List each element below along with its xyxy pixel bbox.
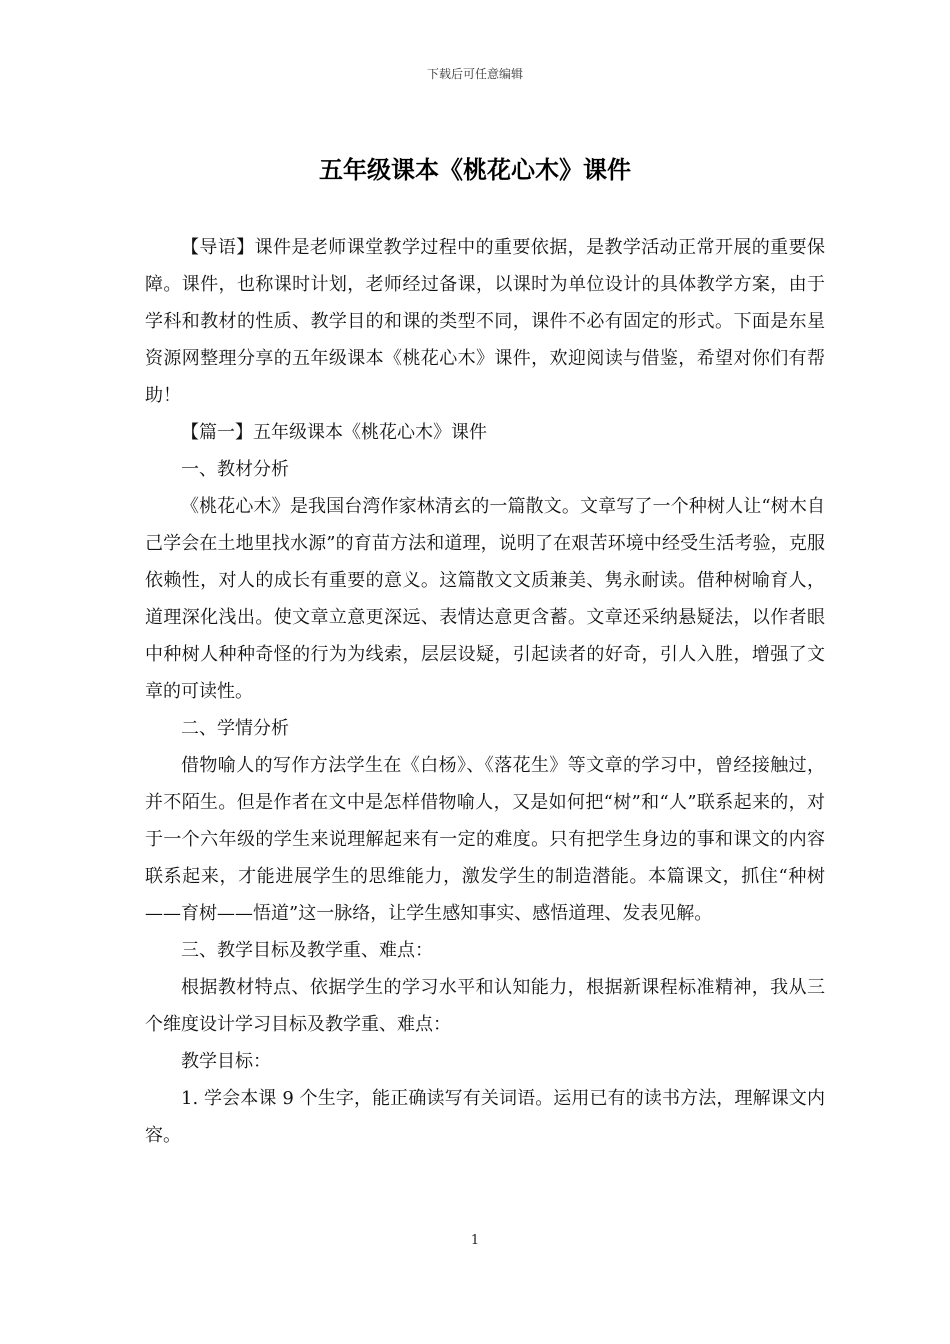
- heading-teaching-goals: 三、教学目标及教学重、难点：: [181, 940, 433, 961]
- paragraph-teaching-goals: 根据教材特点、依据学生的学习水平和认知能力，根据新课程标准精神，我从三个维度设计学习目标及教学重、难点：: [145, 977, 825, 1035]
- page-number: 1: [470, 1233, 480, 1248]
- section-heading-part-one: 【篇一】五年级课本《桃花心木》课件: [181, 422, 487, 443]
- paragraph-student-analysis: 借物喻人的写作方法学生在《白杨》、《落花生》等文章的学习中，曾经接触过，并不陌生。但是作者在文中是怎样借物喻人，又是如何把“树”和“人”联系起来的，对于一个六年级的学生来说理解起来有一定的难度。只有把学生身边的事和课文的内容联系起来，才能进展学生的思维能力，激发学生的制造潜能。本篇课文，抓住“种树——育树——悟道”这一脉络，让学生感知事实、感悟道理、发表见解。: [145, 755, 825, 924]
- document-title: 五年级课本《桃花心木》课件: [319, 156, 631, 184]
- document-body: [145, 229, 825, 1154]
- paragraph-textbook-analysis: 《桃花心木》是我国台湾作家林清玄的一篇散文。文章写了一个种树人让“树木自己学会在土地里找水源”的育苗方法和道理，说明了在艰苦环境中经受生活考验，克服依赖性，对人的成长有重要的意义。这篇散文文质兼美、隽永耐读。借种树喻育人，道理深化浅出。使文章立意更深远、表情达意更含蓄。文章还采纳悬疑法，以作者眼中种树人种种奇怪的行为为线索，层层设疑，引起读者的好奇，引人入胜，增强了文章的可读性。: [145, 496, 825, 702]
- objective-item-1: 1. 学会本课 9 个生字，能正确读写有关词语。运用已有的读书方法，理解课文内容。: [145, 1088, 825, 1146]
- heading-textbook-analysis: 一、教材分析: [181, 459, 289, 480]
- intro-paragraph: 【导语】课件是老师课堂教学过程中的重要依据，是教学活动正常开展的重要保障。课件，也称课时计划，老师经过备课，以课时为单位设计的具体教学方案，由于学科和教材的性质、教学目的和课的类型不同，课件不必有固定的形式。下面是东星资源网整理分享的五年级课本《桃花心木》课件，欢迎阅读与借鉴，希望对你们有帮助！: [145, 237, 825, 406]
- header-note: 下载后可任意编辑: [426, 67, 523, 81]
- label-teaching-objectives: 教学目标：: [181, 1051, 271, 1072]
- heading-student-analysis: 二、学情分析: [181, 718, 289, 739]
